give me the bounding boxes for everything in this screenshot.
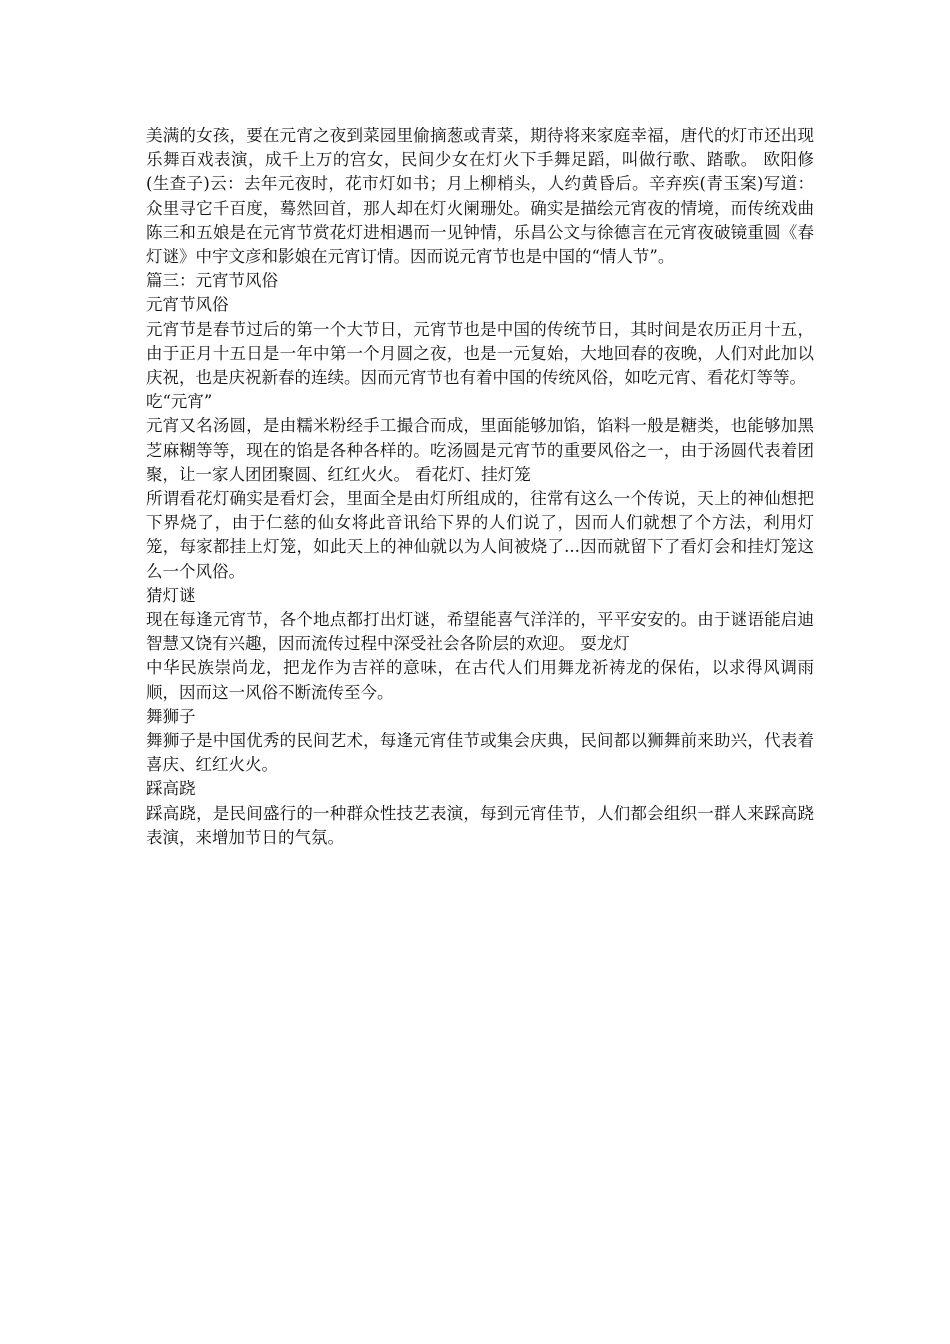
paragraph-dragon-dance: 中华民族崇尚龙，把龙作为吉祥的意味，在古代人们用舞龙祈祷龙的保佑，以求得风调雨顺，因而这一风俗不断流传至今。 [146, 658, 814, 702]
subheading-eat-yuanxiao: 吃“元宵” [146, 392, 213, 412]
paragraph-stilts: 踩高跷，是民间盛行的一种群众性技艺表演，每到元宵佳节，人们都会组织一群人来踩高跷表演，来增加节日的气氛。 [146, 803, 814, 847]
subheading-lion-dance: 舞狮子 [146, 706, 196, 726]
subheading-stilts: 踩高跷 [146, 779, 196, 799]
section-heading-part-three: 篇三：元宵节风俗 [146, 271, 278, 291]
paragraph-lion-dance: 舞狮子是中国优秀的民间艺术，每逢元宵佳节或集会庆典，民间都以狮舞前来助兴，代表着喜庆、红红火火。 [146, 731, 814, 775]
paragraph-intro-continued: 美满的女孩，要在元宵之夜到菜园里偷摘葱或青菜，期待将来家庭幸福，唐代的灯市还出现乐舞百戏表演，成千上万的宫女，民间少女在灯火下手舞足蹈，叫做行歌、踏歌。 欧阳修(生查子)云：去年元夜时，花市灯如书；月上柳梢头，人约黄昏后。辛弃疾(青玉案)写道：众里寻它千百度，蓦然回首，那人却在灯火阑珊处。确实是描绘元宵夜的情境，而传统戏曲陈三和五娘是在元宵节赏花灯进相遇而一见钟情，乐昌公文与徐德言在元宵夜破镜重圆《春灯谜》中宇文彦和影娘在元宵订情。因而说元宵节也是中国的“情人节”。 [146, 126, 814, 267]
document-body [146, 124, 814, 850]
paragraph-lanterns: 所谓看花灯确实是看灯会，里面全是由灯所组成的，往常有这么一个传说，天上的神仙想把下界烧了，由于仁慈的仙女将此音讯给下界的人们说了，因而人们就想了个方法，利用灯笼，每家都挂上灯笼，如此天上的神仙就以为人间被烧了...因而就留下了看灯会和挂灯笼这么一个风俗。 [146, 489, 814, 581]
paragraph-yuanxiao: 元宵又名汤圆，是由糯米粉经手工撮合而成，里面能够加馅，馅料一般是糖类，也能够加黑芝麻糊等等，现在的馅是各种各样的。吃汤圆是元宵节的重要风俗之一，由于汤圆代表着团聚，让一家人团团聚圆、红红火火。 看花灯、挂灯笼 [146, 416, 814, 484]
subheading-lantern-riddles: 猜灯谜 [146, 585, 196, 605]
paragraph-festival-overview: 元宵节是春节过后的第一个大节日，元宵节也是中国的传统节日，其时间是农历正月十五，由于正月十五日是一年中第一个月圆之夜，也是一元复始，大地回春的夜晚，人们对此加以庆祝，也是庆祝新春的连续。因而元宵节也有着中国的传统风俗，如吃元宵、看花灯等等。 [146, 319, 814, 388]
paragraph-lantern-riddles: 现在每逢元宵节，各个地点都打出灯谜，希望能喜气洋洋的，平平安安的。由于谜语能启迪智慧又饶有兴趣，因而流传过程中深受社会各阶层的欢迎。 耍龙灯 [146, 610, 814, 654]
subheading-lantern-festival-customs: 元宵节风俗 [146, 295, 229, 315]
